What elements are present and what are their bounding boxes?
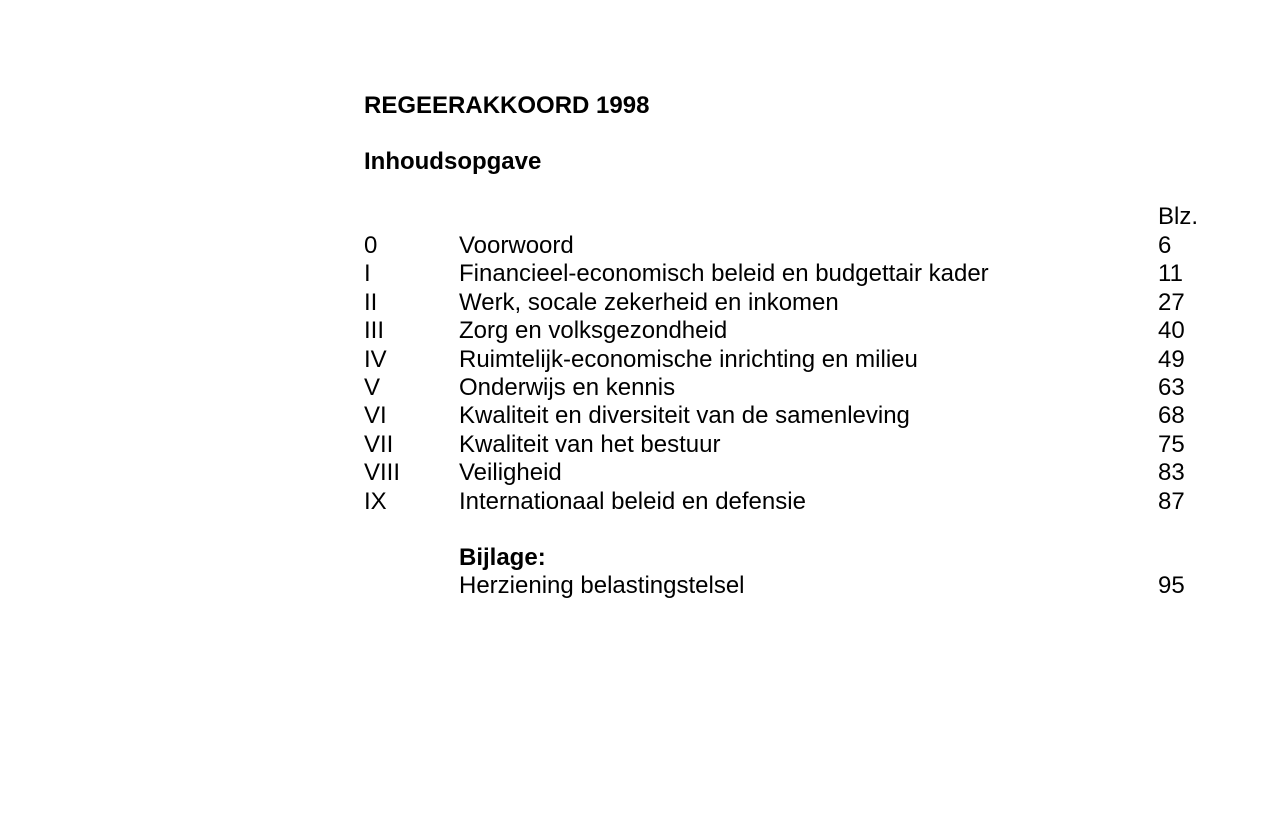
toc-entry-page: 68 xyxy=(1158,402,1185,430)
toc-entry-title: Voorwoord xyxy=(459,232,574,259)
toc-entry xyxy=(364,260,1244,288)
toc-entry-title: Onderwijs en kennis xyxy=(459,373,676,401)
toc-entry-number: IV xyxy=(364,345,387,373)
toc-entry xyxy=(364,431,1244,459)
toc-entry-page: 27 xyxy=(1158,288,1185,316)
toc-entry-page: 49 xyxy=(1158,345,1185,373)
appendix-label: Bijlage: xyxy=(459,544,546,571)
toc-entry-page: 75 xyxy=(1158,430,1185,458)
toc-entry-title: Internationaal beleid en defensie xyxy=(459,487,806,515)
toc-entry-number: IX xyxy=(364,487,387,515)
appendix-title: Herziening belastingstelsel xyxy=(459,572,745,599)
toc-entry xyxy=(364,374,1244,402)
toc-entry-title: Zorg en volksgezondheid xyxy=(459,317,728,345)
toc-entry-number: III xyxy=(364,317,385,345)
toc-entry-number: 0 xyxy=(364,232,378,259)
document-title: REGEERAKKOORD 1998 xyxy=(364,92,650,119)
appendix-entry xyxy=(459,572,1244,600)
toc-entry-page: 63 xyxy=(1158,373,1185,401)
toc-entry xyxy=(364,317,1244,345)
toc-entry-title: Financieel-economisch beleid en budgettair kader xyxy=(459,260,989,288)
toc-entry-title: Werk, socale zekerheid en inkomen xyxy=(459,288,839,316)
toc-entry-title: Kwaliteit en diversiteit van de samenleving xyxy=(459,402,910,430)
toc-entry xyxy=(364,402,1244,430)
toc-entry xyxy=(364,289,1244,317)
toc-heading: Inhoudsopgave xyxy=(364,148,542,175)
toc-entry xyxy=(364,346,1244,374)
toc-entry-page: 6 xyxy=(1158,232,1172,259)
toc-list xyxy=(364,232,1244,516)
toc-entry-page: 83 xyxy=(1158,459,1185,487)
toc-entry xyxy=(364,488,1244,516)
toc-entry xyxy=(364,232,1244,260)
toc-entry-page: 87 xyxy=(1158,487,1185,515)
toc-entry-title: Veiligheid xyxy=(459,459,562,487)
toc-entry-page: 40 xyxy=(1158,317,1185,345)
toc-entry-title: Ruimtelijk-economische inrichting en milieu xyxy=(459,345,918,373)
toc-entry-title: Kwaliteit van het bestuur xyxy=(459,430,721,458)
toc-entry-number: II xyxy=(364,288,378,316)
toc-entry-number: V xyxy=(364,373,381,401)
page-column-label: Blz. xyxy=(1158,203,1199,230)
toc-entry-number: VI xyxy=(364,402,387,430)
toc-entry-number: VIII xyxy=(364,459,401,487)
toc-entry-number: I xyxy=(364,260,371,288)
toc-entry-number: VII xyxy=(364,430,394,458)
toc-entry xyxy=(364,459,1244,487)
toc-entry-page: 11 xyxy=(1158,260,1183,288)
appendix-page: 95 xyxy=(1158,572,1185,599)
